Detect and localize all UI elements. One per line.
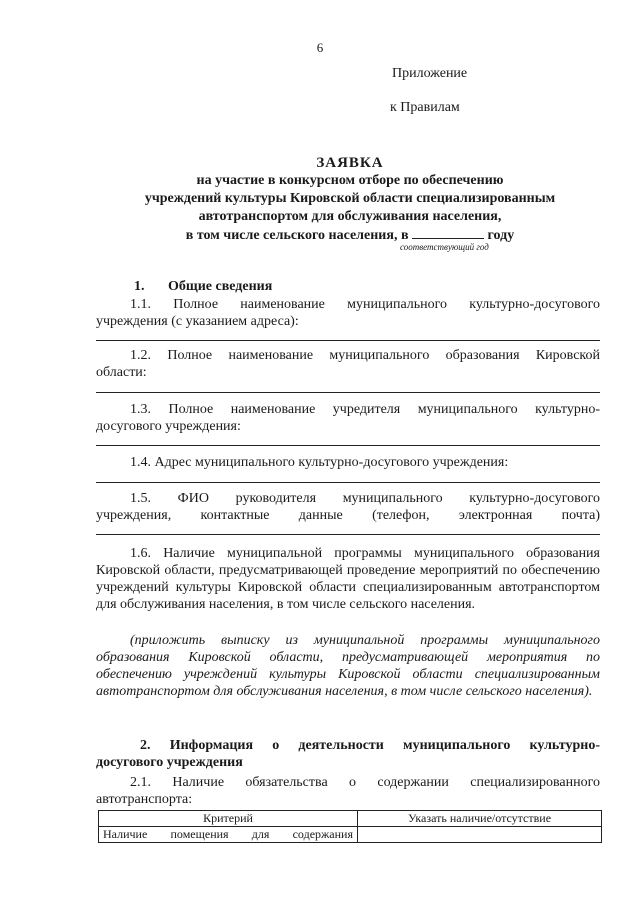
section-2-title-line1 (96, 737, 600, 754)
item-1-1-line2: учреждения (с указанием адреса): (96, 314, 299, 329)
title-line-4-start: в том числе сельского населения, в (185, 228, 409, 243)
item-1-5-line1: 1.5. ФИО руководителя муниципального культурно-досугового (130, 491, 600, 506)
item-1-5-line2: учреждения, контактные данные (телефон, электронная почта) (96, 508, 600, 523)
section-2-title-line1-text: Информация о деятельности муниципального культурно- (169, 738, 600, 753)
fill-line-1-4 (96, 482, 600, 483)
table-cell-criterion: Наличие помещения для содержания (99, 827, 358, 843)
item-1-6-note: (приложить выписку из муниципальной программы муниципального образования Кировской области, предусматривающей мероприятия по обеспечению учреждений культуры Кировской области специализированным автотранспортом для обслуживания населения, в том числе сельского населения). (96, 633, 600, 699)
item-1-1 (96, 296, 600, 330)
section-1-number: 1. (134, 279, 145, 294)
item-1-2-line2: области: (96, 365, 147, 380)
application-title (100, 154, 600, 245)
year-note: соответствующий год (400, 242, 489, 252)
table-row (99, 827, 602, 843)
item-1-4 (96, 454, 600, 471)
item-1-1-line1: 1.1. Полное наименование муниципального культурно-досугового (130, 297, 600, 312)
table-header-availability: Указать наличие/отсутствие (358, 811, 602, 827)
item-1-6: 1.6. Наличие муниципальной программы муниципального образования Кировской области, предусматривающей проведение мероприятий по обеспечению учреждений культуры Кировской области специализированным автотранспортом для обслуживания населения, в том числе сельского населения. (96, 546, 600, 612)
criteria-table (98, 810, 602, 843)
title-heading: ЗАЯВКА (316, 155, 384, 171)
title-line-4-end: году (487, 228, 515, 243)
year-blank-field (412, 226, 484, 239)
item-2-1-line2: автотранспорта: (96, 792, 193, 807)
title-line-4 (100, 226, 600, 245)
fill-line-1-5 (96, 534, 600, 535)
title-line-2: учреждений культуры Кировской области специализированным (144, 191, 556, 206)
item-1-2-line1: 1.2. Полное наименование муниципального образования Кировской (130, 348, 600, 363)
section-1-title: Общие сведения (168, 279, 273, 294)
item-1-3-line2: досугового учреждения: (96, 419, 241, 434)
item-1-5 (96, 490, 600, 524)
item-2-1-line1: 2.1. Наличие обязательства о содержании специализированного (130, 775, 600, 790)
appendix-label: Приложение (392, 66, 468, 81)
page-number: 6 (316, 40, 324, 55)
item-1-4-line1: 1.4. Адрес муниципального культурно-досугового учреждения: (130, 455, 509, 470)
section-2-number: 2. (140, 738, 151, 753)
section-2-title-line2: досугового учреждения (96, 755, 243, 770)
fill-line-1-1 (96, 340, 600, 341)
section-2-heading (96, 737, 600, 771)
fill-line-1-2 (96, 392, 600, 393)
fill-line-1-3 (96, 445, 600, 446)
table-header-row (99, 811, 602, 827)
title-line-1: на участие в конкурсном отборе по обеспечению (196, 173, 504, 188)
item-2-1 (96, 774, 600, 808)
table-header-criterion: Критерий (99, 811, 358, 827)
item-1-3 (96, 401, 600, 435)
table-cell-availability[interactable] (358, 827, 602, 843)
item-1-3-line1: 1.3. Полное наименование учредителя муниципального культурно- (130, 402, 600, 417)
item-1-2 (96, 347, 600, 381)
appendix-rules: к Правилам (390, 100, 460, 115)
title-line-3: автотранспортом для обслуживания населения, (198, 209, 502, 224)
